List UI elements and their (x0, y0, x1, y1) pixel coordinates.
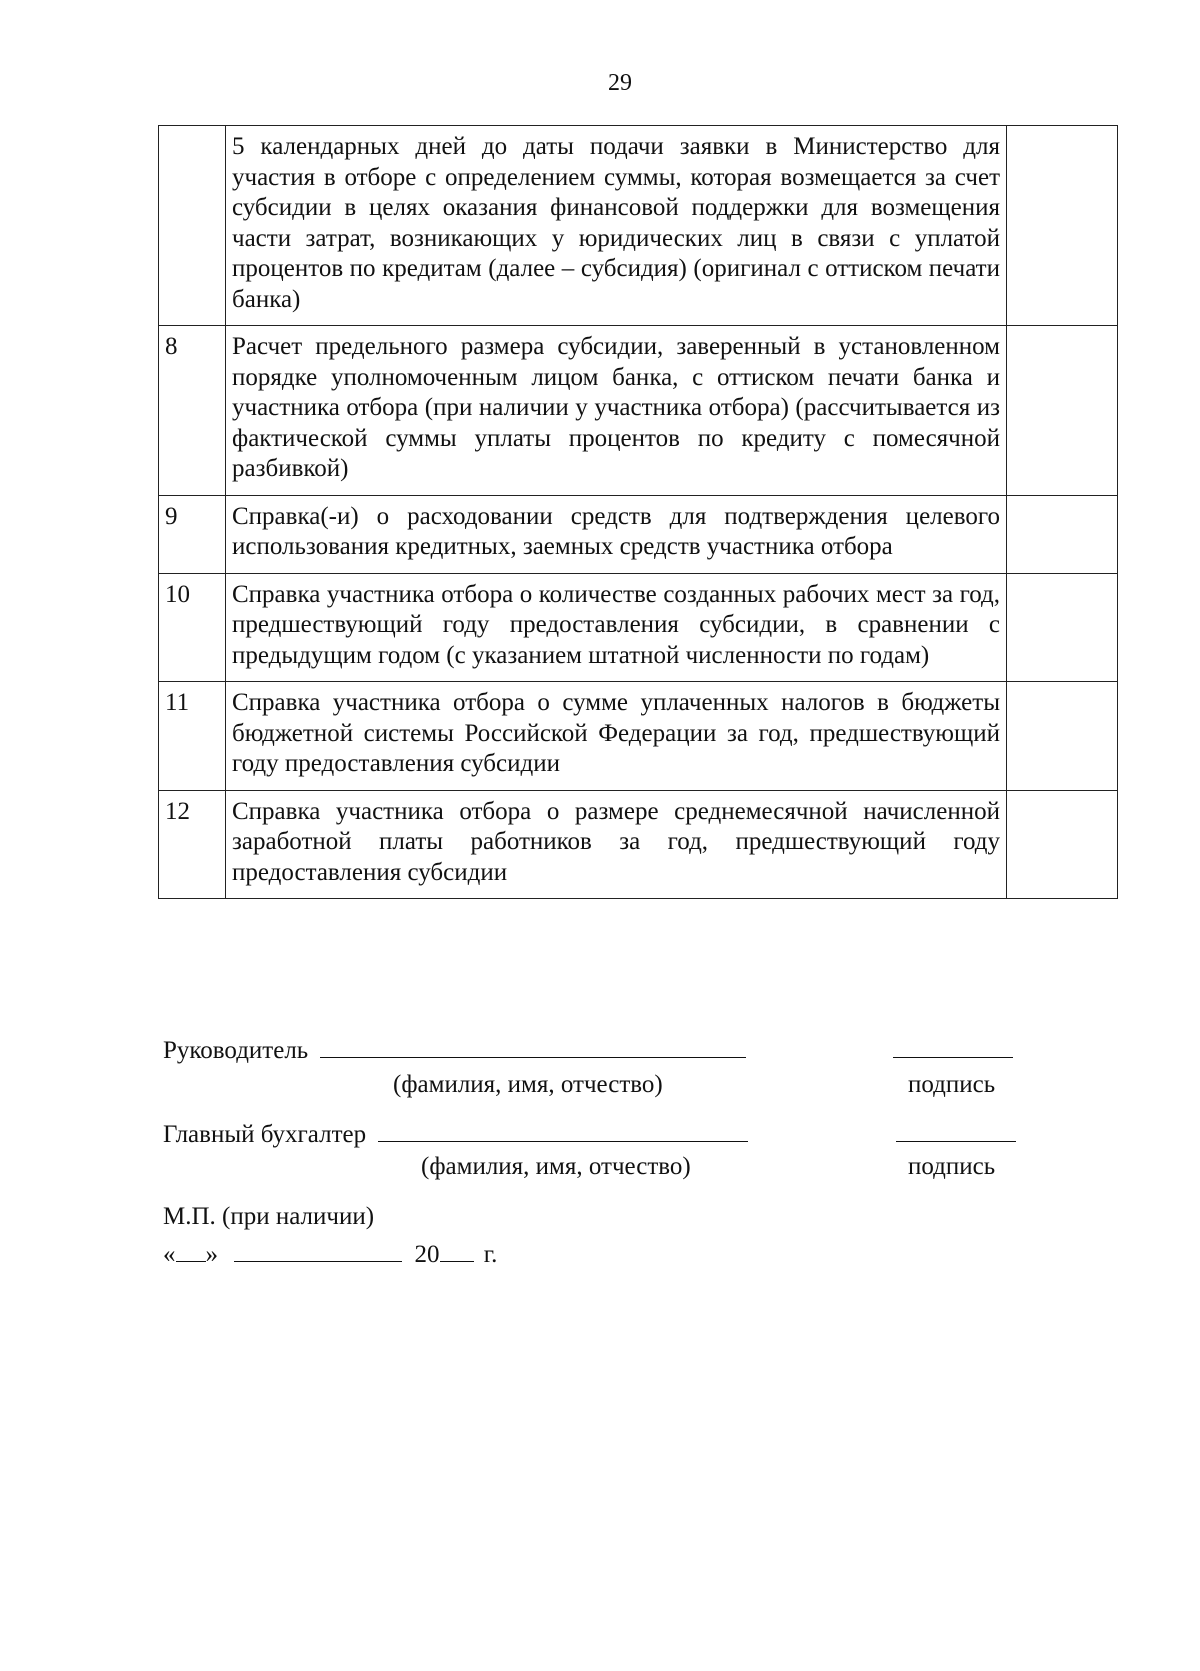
date-line (163, 1239, 497, 1269)
table-row (159, 326, 1118, 496)
date-month-field[interactable] (234, 1239, 402, 1262)
head-name-caption: (фамилия, имя, отчество) (393, 1071, 663, 1098)
date-open-quote: « (163, 1241, 176, 1268)
date-year-suffix: г. (483, 1241, 498, 1268)
row-mark-cell[interactable] (1007, 326, 1118, 496)
table-row (159, 682, 1118, 791)
accountant-label: Главный бухгалтер (163, 1121, 367, 1148)
page-number: 29 (608, 70, 632, 96)
row-description: Справка(-и) о расходовании средств для подтверждения целевого использования кредитных, заемных средств участника отбора (226, 495, 1007, 573)
stamp-line (163, 1203, 374, 1231)
row-number: 10 (159, 573, 226, 682)
stamp-label: М.П. (при наличии) (163, 1203, 375, 1230)
row-description: 5 календарных дней до даты подачи заявки в Министерство для участия в отборе с определением суммы, которая возмещается за счет субсидии в целях оказания финансовой поддержки для возмещения части затрат, возникающих у юридических лиц в связи с уплатой процентов по кредитам (далее – субсидия) (оригинал с оттиском печати банка) (226, 126, 1007, 326)
accountant-signature-field[interactable] (896, 1119, 1016, 1142)
accountant-name-caption: (фамилия, имя, отчество) (421, 1153, 691, 1180)
head-name-field[interactable] (320, 1035, 746, 1058)
date-day-field[interactable] (176, 1239, 206, 1262)
accountant-signature-line (163, 1119, 748, 1149)
head-signature-field[interactable] (893, 1035, 1013, 1058)
date-year-field[interactable] (440, 1239, 474, 1262)
row-number: 12 (159, 790, 226, 899)
row-description: Справка участника отбора о сумме уплаченных налогов в бюджеты бюджетной системы Российской Федерации за год, предшествующий году предоставления субсидии (226, 682, 1007, 791)
row-mark-cell[interactable] (1007, 790, 1118, 899)
table-row (159, 495, 1118, 573)
row-mark-cell[interactable] (1007, 573, 1118, 682)
row-mark-cell[interactable] (1007, 495, 1118, 573)
accountant-name-field[interactable] (378, 1119, 748, 1142)
table-row (159, 573, 1118, 682)
head-sign-caption: подпись (908, 1071, 996, 1098)
accountant-sign-caption: подпись (908, 1153, 996, 1180)
row-description: Расчет предельного размера субсидии, заверенный в установленном порядке уполномоченным лицом банка, с оттиском печати банка и участника отбора (при наличии у участника отбора) (рассчитывается из фактической суммы уплаты процентов по кредиту с помесячной разбивкой) (226, 326, 1007, 496)
table-row (159, 126, 1118, 326)
head-signature-line (163, 1035, 746, 1065)
row-number (159, 126, 226, 326)
documents-table (158, 125, 1118, 899)
head-label: Руководитель (163, 1037, 309, 1064)
row-mark-cell[interactable] (1007, 126, 1118, 326)
row-number: 9 (159, 495, 226, 573)
row-description: Справка участника отбора о размере среднемесячной начисленной заработной платы работников за год, предшествующий году предоставления субсидии (226, 790, 1007, 899)
table-body (159, 126, 1118, 899)
date-year-prefix: 20 (414, 1241, 440, 1268)
date-close-quote: » (205, 1241, 218, 1268)
table-row (159, 790, 1118, 899)
row-number: 11 (159, 682, 226, 791)
row-number: 8 (159, 326, 226, 496)
row-description: Справка участника отбора о количестве созданных рабочих мест за год, предшествующий году предоставления субсидии, в сравнении с предыдущим годом (с указанием штатной численности по годам) (226, 573, 1007, 682)
row-mark-cell[interactable] (1007, 682, 1118, 791)
